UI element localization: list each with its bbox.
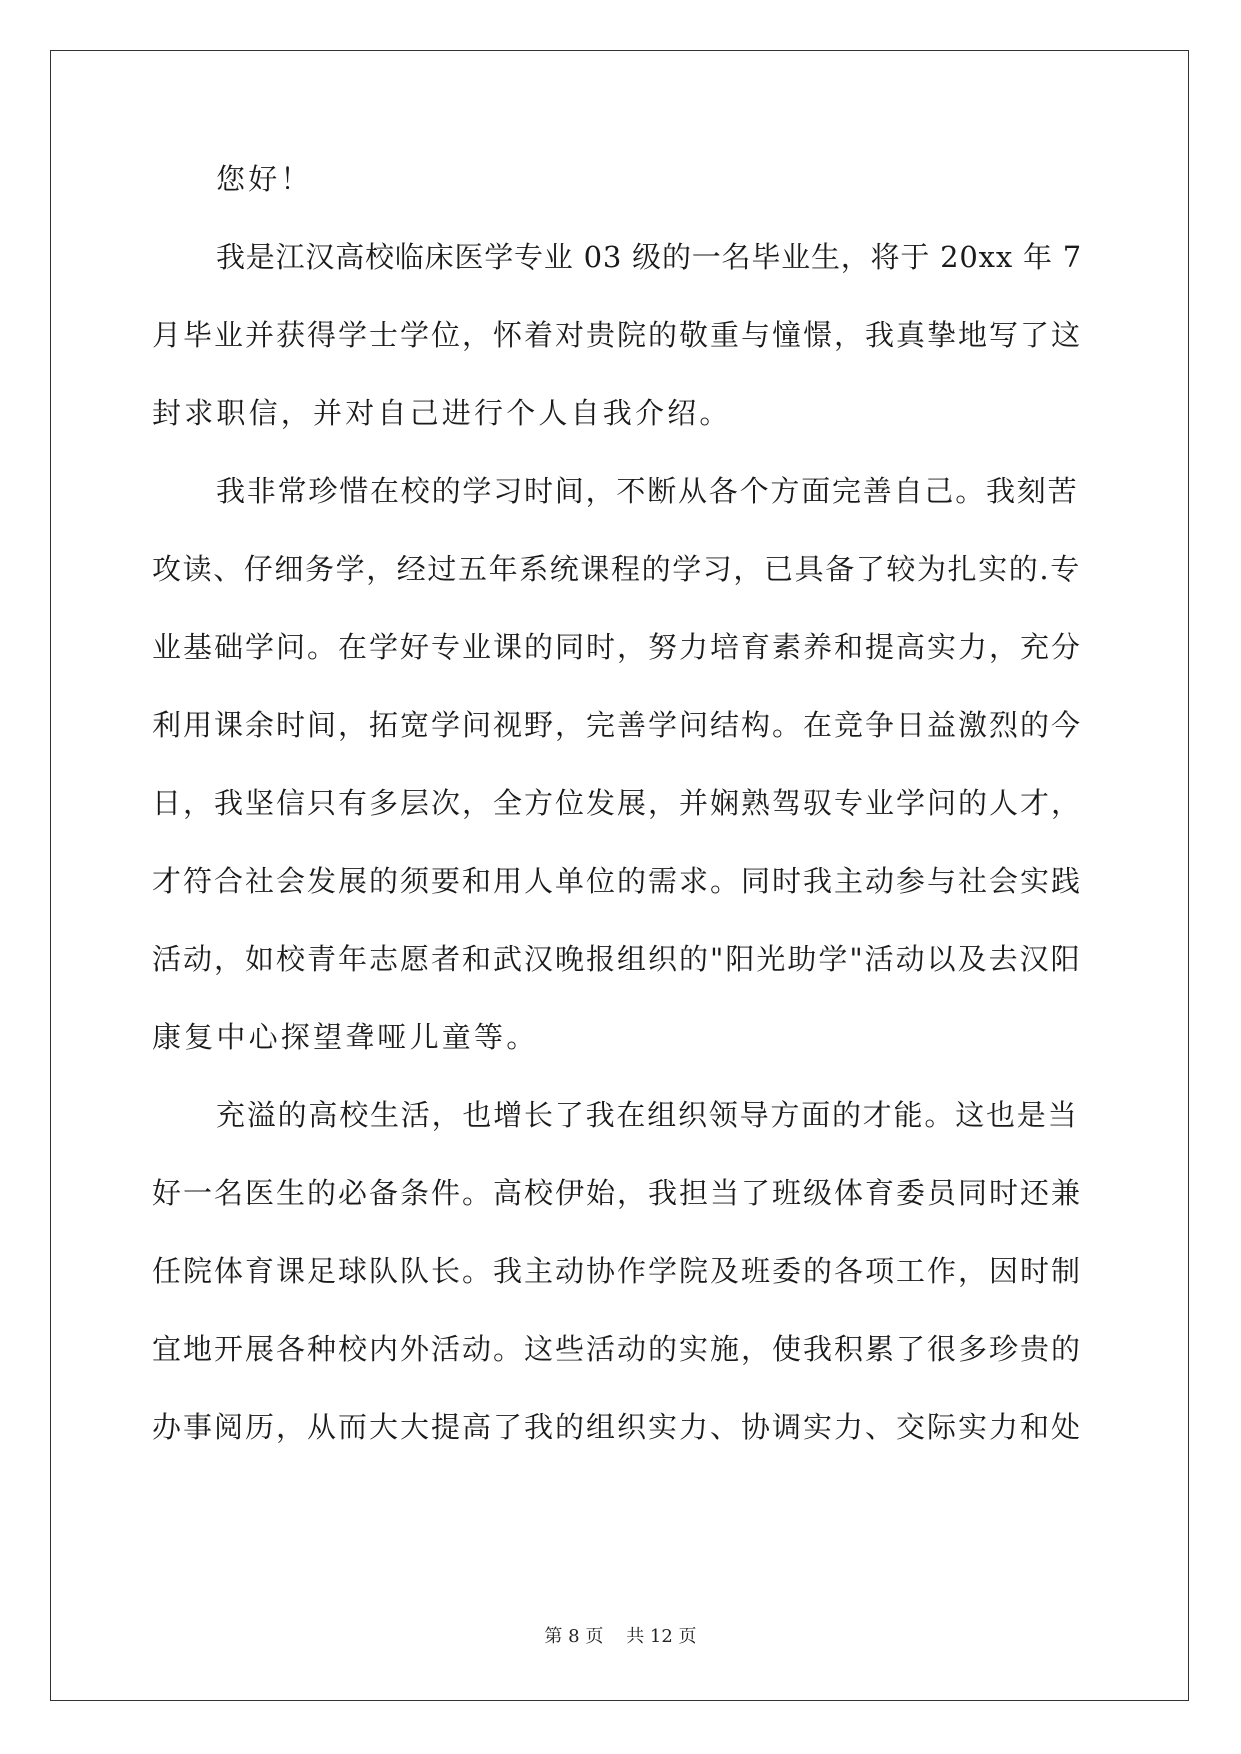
body-line: 宜地开展各种校内外活动。这些活动的实施，使我积累了很多珍贵的 — [152, 1332, 1083, 1366]
body-line: 封求职信，并对自己进行个人自我介绍。 — [152, 396, 732, 430]
body-line: 才符合社会发展的须要和用人单位的需求。同时我主动参与社会实践 — [152, 864, 1083, 898]
body-line: 我非常珍惜在校的学习时间，不断从各个方面完善自己。我刻苦 — [216, 474, 1079, 508]
body-line: 日，我坚信只有多层次，全方位发展，并娴熟驾驭专业学问的人才， — [152, 786, 1083, 820]
body-line: 办事阅历，从而大大提高了我的组织实力、协调实力、交际实力和处 — [152, 1410, 1083, 1444]
body-line: 您好！ — [216, 162, 313, 196]
body-line: 月毕业并获得学士学位，怀着对贵院的敬重与憧憬，我真挚地写了这 — [152, 318, 1083, 352]
body-line: 活动，如校青年志愿者和武汉晚报组织的"阳光助学"活动以及去汉阳 — [152, 942, 1082, 976]
body-line: 攻读、仔细务学，经过五年系统课程的学习，已具备了较为扎实的.专 — [152, 552, 1081, 586]
body-line: 康复中心探望聋哑儿童等。 — [152, 1020, 539, 1054]
body-line: 利用课余时间，拓宽学问视野，完善学问结构。在竞争日益激烈的今 — [152, 708, 1083, 742]
body-line: 任院体育课足球队队长。我主动协作学院及班委的各项工作，因时制 — [152, 1254, 1083, 1288]
body-line: 好一名医生的必备条件。高校伊始，我担当了班级体育委员同时还兼 — [152, 1176, 1083, 1210]
body-line: 充溢的高校生活，也增长了我在组织领导方面的才能。这也是当 — [216, 1098, 1079, 1132]
body-line: 我是江汉高校临床医学专业 03 级的一名毕业生，将于 20xx 年 7 — [216, 240, 1083, 274]
page-number-footer: 第 8 页 共 12 页 — [544, 1626, 697, 1647]
body-line: 业基础学问。在学好专业课的同时，努力培育素养和提高实力，充分 — [152, 630, 1083, 664]
letter-body — [152, 158, 1082, 1484]
